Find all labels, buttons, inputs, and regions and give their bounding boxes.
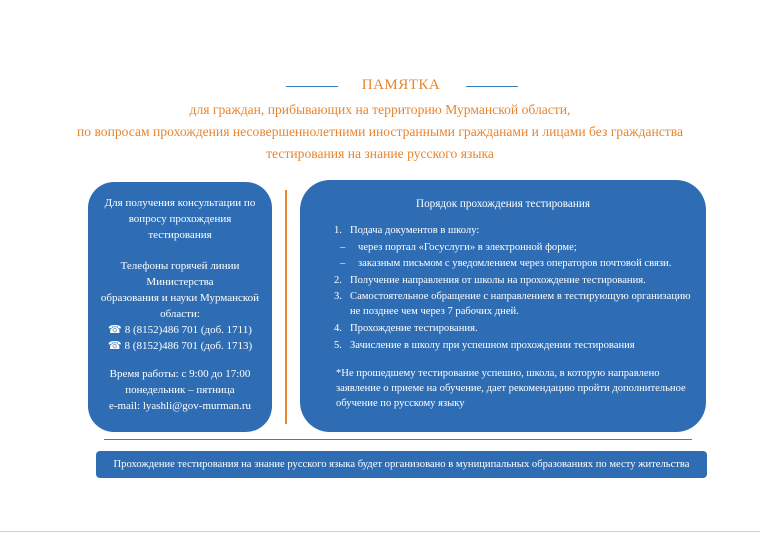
title-decor-line-right	[466, 86, 518, 87]
step-item	[334, 273, 696, 288]
subtitle-line-3: тестирования на знание русского языка	[266, 146, 494, 161]
consultation-line: вопросу прохождения	[128, 213, 232, 225]
step-text: Зачисление в школу при успешном прохождении тестирования	[350, 339, 635, 351]
phone-number-2[interactable]	[96, 338, 264, 354]
step-item	[334, 321, 696, 336]
phone-icon: ☎	[107, 340, 122, 352]
step-number: 4.	[334, 322, 342, 334]
phone-number-text: 8 (8152)486 701 (доб. 1711)	[124, 324, 252, 336]
consultation-block	[96, 195, 264, 243]
step-text: Самостоятельное обращение с направлением в тестирующую организацию не позднее чем через 7 рабочих дней.	[350, 291, 691, 318]
phone-number-1[interactable]	[96, 322, 264, 338]
procedure-title: Порядок прохождения тестирования	[416, 198, 590, 210]
step-dash: –	[340, 258, 346, 270]
vertical-divider	[285, 190, 287, 424]
title-decor-line-left	[286, 86, 338, 87]
hotline-line: Телефоны горячей линии	[120, 260, 240, 272]
contacts-panel	[88, 182, 272, 432]
procedure-steps	[334, 223, 696, 354]
step-item	[334, 223, 696, 238]
hotline-line: области:	[160, 308, 200, 320]
step-number: 2.	[334, 274, 342, 286]
step-number: 3.	[334, 291, 342, 303]
working-hours: Время работы: с 9:00 до 17:00	[109, 368, 251, 380]
step-item	[334, 338, 696, 353]
procedure-note: *Не прошедшему тестирование успешно, школа, в которую направлено заявление о приеме на обучение, дает рекомендацию пройти дополнительное обучение по русскому языку	[336, 368, 686, 409]
procedure-panel	[300, 180, 706, 432]
step-number: 1.	[334, 225, 342, 236]
consultation-line: Для получения консультации по	[104, 197, 256, 209]
subtitle-line-1: для граждан, прибывающих на территорию Мурманской области,	[189, 102, 571, 117]
horizontal-divider	[104, 439, 692, 440]
working-hours-block	[96, 366, 264, 414]
step-subitem	[334, 256, 696, 271]
phone-number-text: 8 (8152)486 701 (доб. 1713)	[124, 340, 253, 352]
page-bottom-rule	[0, 531, 760, 532]
step-item	[334, 289, 696, 319]
subtitle-line-2: по вопросам прохождения несовершеннолетними иностранными гражданами и лицами без гражданства	[77, 124, 683, 139]
step-text: через портал «Госуслуги» в электронной форме;	[358, 241, 577, 253]
step-text: Прохождение тестирования.	[350, 322, 478, 334]
email-link[interactable]: e-mail: lyashli@gov-murman.ru	[108, 400, 252, 412]
phone-icon: ☎	[108, 324, 122, 336]
step-text: Подача документов в школу:	[350, 225, 480, 236]
hotline-line: образования и науки Мурманской	[100, 292, 260, 304]
step-subitem	[334, 240, 696, 255]
hotline-block	[96, 258, 264, 354]
consultation-line: тестирования	[148, 229, 212, 241]
step-text: заказным письмом с уведомлением через операторов почтовой связи.	[358, 258, 672, 270]
step-number: 5.	[334, 339, 342, 351]
step-dash: –	[340, 241, 346, 253]
title-row	[0, 74, 760, 94]
step-text: Получение направления от школы на прохождение тестирования.	[350, 274, 646, 286]
page-title: ПАМЯТКА	[361, 77, 441, 93]
working-days: понедельник – пятница	[125, 384, 235, 396]
footer-banner: Прохождение тестирования на знание русского языка будет организовано в муниципальных образованиях по месту жительства	[96, 451, 707, 478]
hotline-line: Министерства	[146, 276, 214, 288]
